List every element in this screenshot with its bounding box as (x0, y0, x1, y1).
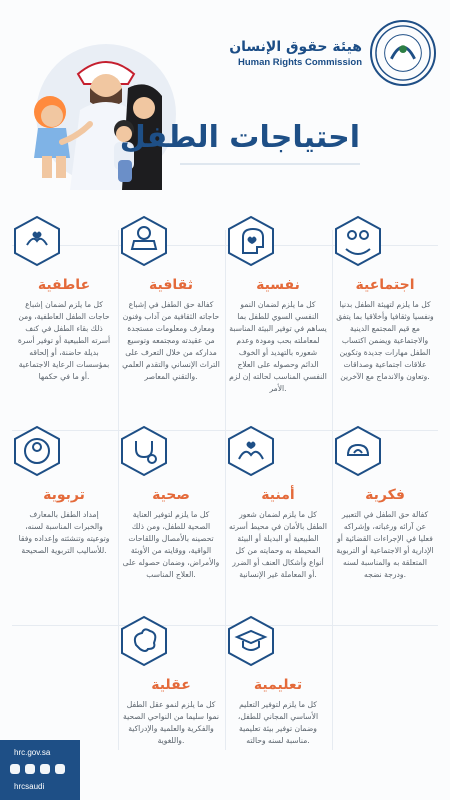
card-body: كل ما يلزم لضمان النمو النفسي السوي للطفل بما يساهم في توفير البيئة المناسبة لمعاملته بحب ومودة وعدم شعوره بالتهديد أو الخوف الدائم وحصوله على العلاج النفسي المناسب لحالته إن لزم الأمر. (229, 300, 327, 393)
card-title: عقلية (151, 677, 191, 693)
card-security (225, 425, 331, 581)
graduation-cap-icon (225, 615, 277, 667)
card-mental (118, 615, 224, 747)
card-body: إمداد الطفل بالمعارف والخبرات المناسبة لسنه، وتوعيته وتنشئته وإعداده وفقا للأساليب التربوية الصحيحة. (18, 510, 110, 555)
stethoscope-icon (118, 425, 170, 477)
card-body: كل ما يلزم لتوفير العناية الصحية للطفل، ومن ذلك تحصينه بالأمصال واللقاحات الواقية، ووقايته من الأوبئة والأمراض، وضمان حصوله على العلاج المناسب. (122, 510, 220, 579)
card-psych (225, 215, 331, 395)
card-teaching (225, 615, 331, 747)
needs-grid (12, 205, 438, 745)
card-body: كل ما يلزم لتوفير التعليم الأساسي المجاني للطفل، وضمان توفير بيئة تعليمية مناسبة لسنه وحالته. (237, 700, 319, 745)
hand-holding-people-icon (332, 215, 384, 267)
footer (0, 740, 80, 800)
card-emotion (11, 215, 117, 383)
reading-child-icon (118, 215, 170, 267)
card-social (332, 215, 438, 383)
brain-in-cloud-icon (332, 425, 384, 477)
card-body: كل ما يلزم لضمان إشباع حاجات الطفل العاطفية، ومن ذلك بقاء الطفل في كنف أسرته الطبيعية أو توفير أسرة بديلة حاضنة، أو إلحاقه بمؤسسات الرعاية الاجتماعية أو ما في حكمها. (17, 300, 111, 381)
child-in-circle-icon (11, 425, 63, 477)
page-title: احتياجات الطفل (119, 120, 360, 155)
twitter-icon[interactable] (55, 764, 65, 774)
card-health (118, 425, 224, 581)
card-title: تربوية (43, 487, 85, 503)
head-with-heart-icon (225, 215, 277, 267)
card-title: فكرية (365, 487, 405, 503)
hands-heart-icon (225, 425, 277, 477)
card-thought (332, 425, 438, 581)
social-icons (10, 764, 65, 774)
hands-with-hearts-icon (11, 215, 63, 267)
card-culture (118, 215, 224, 383)
card-title: تعليمية (253, 677, 303, 693)
social-handle: hrcsaudi (14, 782, 45, 791)
seal-emblem-icon (370, 20, 436, 86)
facebook-icon[interactable] (25, 764, 35, 774)
org-logo (229, 20, 436, 86)
card-title: اجتماعية (355, 277, 415, 293)
org-name-ar: هيئة حقوق الإنسان (229, 38, 362, 55)
card-body: كل ما يلزم لتهيئة الطفل بدنيا ونفسيا وثقافيا وأخلاقيا بما يتفق مع قيم المجتمع الدينية والاجتماعية ويضمن اكتساب الطفل مهارات جديدة وتكوين علاقات اجتماعية وصداقات وتعاون والاندماج مع الآخرين. (336, 300, 434, 381)
card-title: ثقافية (149, 277, 193, 293)
card-title: نفسية (256, 277, 300, 293)
org-text (229, 39, 362, 68)
card-title: أمنية (261, 487, 295, 503)
card-body: كفالة حق الطفل في التعبير عن آرائه ورغباته، وإشراكه فعليا في الإجراءات القضائية أو الإدارية أو الاجتماعية أو التربوية المتعلقة به والمناسبة لسنه ودرجة نضجه. (336, 510, 434, 579)
website-link[interactable]: hrc.gov.sa (14, 748, 51, 757)
instagram-icon[interactable] (10, 764, 20, 774)
org-name-en: Human Rights Commission (237, 56, 362, 68)
family-illustration (8, 30, 198, 190)
brain-icon (118, 615, 170, 667)
header (0, 0, 450, 200)
youtube-icon[interactable] (40, 764, 50, 774)
card-body: كفالة حق الطفل في إشباع حاجاته الثقافية من آداب وفنون ومعارف ومعلومات مستجدة من عقيدته ومجتمعه وتوسيع مداركه من خلال التعرف على التراث الإنساني والتقدم العلمي والتقني المعاصر. (122, 300, 220, 381)
card-education-upbring (11, 425, 117, 557)
title-underline (180, 163, 360, 165)
card-body: كل ما يلزم لضمان شعور الطفل بالأمان في محيط أسرته الطبيعية أو البديلة أو البيئة المحيطة به وحمايته من كل أنواع وأشكال العنف أو الضرر أو المعاملة غير الإنسانية. (229, 510, 327, 579)
card-title: عاطفية (37, 277, 91, 293)
card-body: كل ما يلزم لنمو عقل الطفل نموا سليما من النواحي الصحية والفكرية والعلمية والإدراكية واللغوية. (123, 700, 219, 745)
card-title: صحية (152, 487, 190, 503)
